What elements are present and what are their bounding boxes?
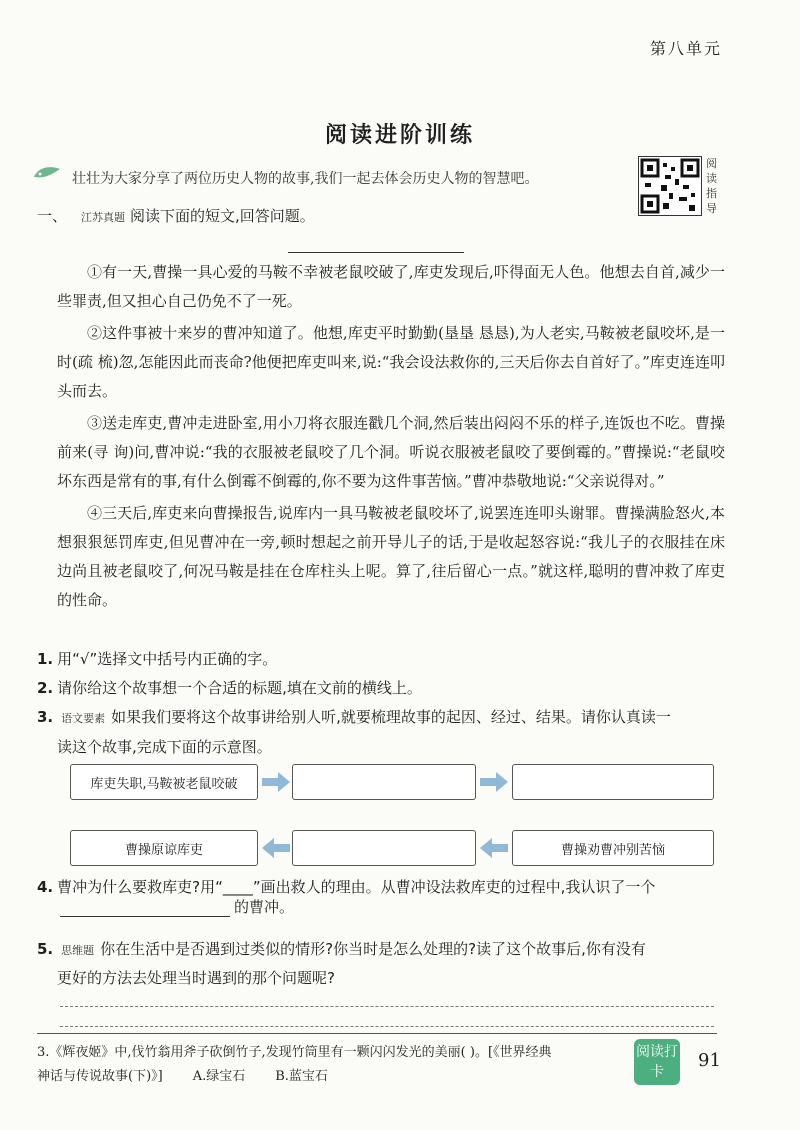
qr-label: 阅读指导 bbox=[706, 157, 717, 215]
section-heading bbox=[37, 205, 315, 226]
passage bbox=[57, 258, 725, 618]
diagram-box-1: 库吏失职,马鞍被老鼠咬破 bbox=[70, 764, 258, 800]
q4-tail: 的曹冲。 bbox=[234, 898, 295, 916]
question-3-cont: 读这个故事,完成下面的示意图。 bbox=[57, 738, 272, 756]
arrow-left-icon bbox=[480, 837, 508, 859]
intro-text: 壮壮为大家分享了两位历史人物的故事,我们一起去体会历史人物的智慧吧。 bbox=[72, 171, 539, 187]
questions bbox=[37, 645, 737, 762]
question-number: 4. bbox=[37, 878, 54, 896]
diagram-box-4: 曹操劝曹冲别苦恼 bbox=[512, 830, 714, 866]
section-tag: 江苏真题 bbox=[81, 211, 126, 224]
reading-checkin-badge[interactable]: 阅读打卡 bbox=[634, 1039, 680, 1085]
footer-question bbox=[37, 1041, 627, 1089]
question-text: 请你给这个故事想一个合适的标题,填在文前的横线上。 bbox=[57, 679, 422, 697]
arrow-right-icon bbox=[262, 771, 290, 793]
passage-paragraph: ④三天后,库吏来向曹操报告,说库内一具马鞍被老鼠咬坏了,说罢连连叩头谢罪。曹操满脸怒火,本想狠狠惩罚库吏,但见曹冲在一旁,顿时想起之前开导儿子的话,于是收起怒容说:“我儿子的衣服挂在床边尚且被老鼠咬了,何况马鞍是挂在仓库柱头上呢。算了,往后留心一点。”就这样,聪明的曹冲救了库吏的性命。 bbox=[57, 504, 725, 609]
question-tag: 语文要素 bbox=[61, 712, 106, 725]
diagram-box-5[interactable] bbox=[292, 830, 476, 866]
arrow-left-icon bbox=[262, 837, 290, 859]
question-number: 3. bbox=[37, 708, 54, 726]
diagram-box-2[interactable] bbox=[292, 764, 476, 800]
question-text: 曹冲为什么要救库吏?用“____”画出救人的理由。从曹冲设法救库吏的过程中,我认识了一个 bbox=[57, 878, 656, 896]
question-2 bbox=[37, 674, 737, 703]
question-text: 如果我们要将这个故事讲给别人听,就要梳理故事的起因、经过、结果。请你认真读一 bbox=[111, 708, 671, 726]
page-number: 91 bbox=[698, 1050, 721, 1071]
passage-paragraph: ①有一天,曹操一具心爱的马鞍不幸被老鼠咬破了,库吏发现后,吓得面无人色。他想去自首,减少一些罪责,但又担心自己仍免不了一死。 bbox=[57, 263, 725, 310]
question-number: 5. bbox=[37, 940, 54, 958]
question-text: 你在生活中是否遇到过类似的情形?你当时是怎么处理的?读了这个故事后,你有没有 bbox=[100, 940, 646, 958]
passage-paragraph: ③送走库吏,曹冲走进卧室,用小刀将衣服连戳几个洞,然后装出闷闷不乐的样子,连饭也不吃。曹操前来(寻 询)问,曹冲说:“我的衣服被老鼠咬了几个洞。听说衣服被老鼠咬了要倒霉的。”曹操说:“老鼠咬坏东西是常有的事,有什么倒霉不倒霉的,你不要为这件事苦恼。”曹冲恭敬地说:“父亲说得对。” bbox=[57, 414, 725, 490]
section-instruction: 阅读下面的短文,回答问题。 bbox=[130, 207, 315, 225]
qr-code-icon[interactable] bbox=[638, 156, 702, 216]
footer-question-source: 神话与传说故事(下)》] bbox=[37, 1069, 163, 1084]
footer-question-line2 bbox=[37, 1065, 627, 1089]
q4-answer-line[interactable] bbox=[60, 916, 230, 917]
footer-question-text: 3.《辉夜姬》中,伐竹翁用斧子砍倒竹子,发现竹筒里有一颗闪闪发光的美丽( )。[《世界经典 bbox=[37, 1045, 552, 1060]
question-number: 2. bbox=[37, 679, 54, 697]
answer-line[interactable] bbox=[60, 1006, 714, 1007]
question-3 bbox=[37, 703, 737, 733]
question-tag: 思维题 bbox=[61, 944, 95, 957]
option-b[interactable]: B.蓝宝石 bbox=[275, 1069, 328, 1084]
diagram-box-6: 曹操原谅库吏 bbox=[70, 830, 258, 866]
question-5 bbox=[37, 935, 737, 965]
question-text: 用“√”选择文中括号内正确的字。 bbox=[57, 650, 278, 668]
passage-paragraph: ②这件事被十来岁的曹冲知道了。他想,库吏平时勤勤(垦垦 恳恳),为人老实,马鞍被老鼠咬坏,是一时(疏 梳)忽,怎能因此而丧命?他便把库吏叫来,说:“我会设法救你的,三天后你去自首好了。”库吏连连叩头而去。 bbox=[57, 324, 725, 400]
question-1 bbox=[37, 645, 737, 674]
diagram-box-3[interactable] bbox=[512, 764, 714, 800]
decorative-leaf-icon bbox=[32, 163, 62, 183]
option-a[interactable]: A.绿宝石 bbox=[192, 1069, 246, 1084]
question-5-cont: 更好的方法去处理当时遇到的那个问题呢? bbox=[57, 969, 335, 987]
unit-label: 第八单元 bbox=[649, 39, 722, 58]
arrow-right-icon bbox=[480, 771, 508, 793]
answer-line[interactable] bbox=[60, 1026, 714, 1027]
question-4 bbox=[37, 873, 737, 902]
title-answer-line[interactable] bbox=[288, 252, 464, 253]
page-title: 阅读进阶训练 bbox=[324, 123, 475, 148]
footer-divider bbox=[37, 1033, 717, 1034]
section-number: 一、 bbox=[37, 207, 68, 225]
question-number: 1. bbox=[37, 650, 54, 668]
